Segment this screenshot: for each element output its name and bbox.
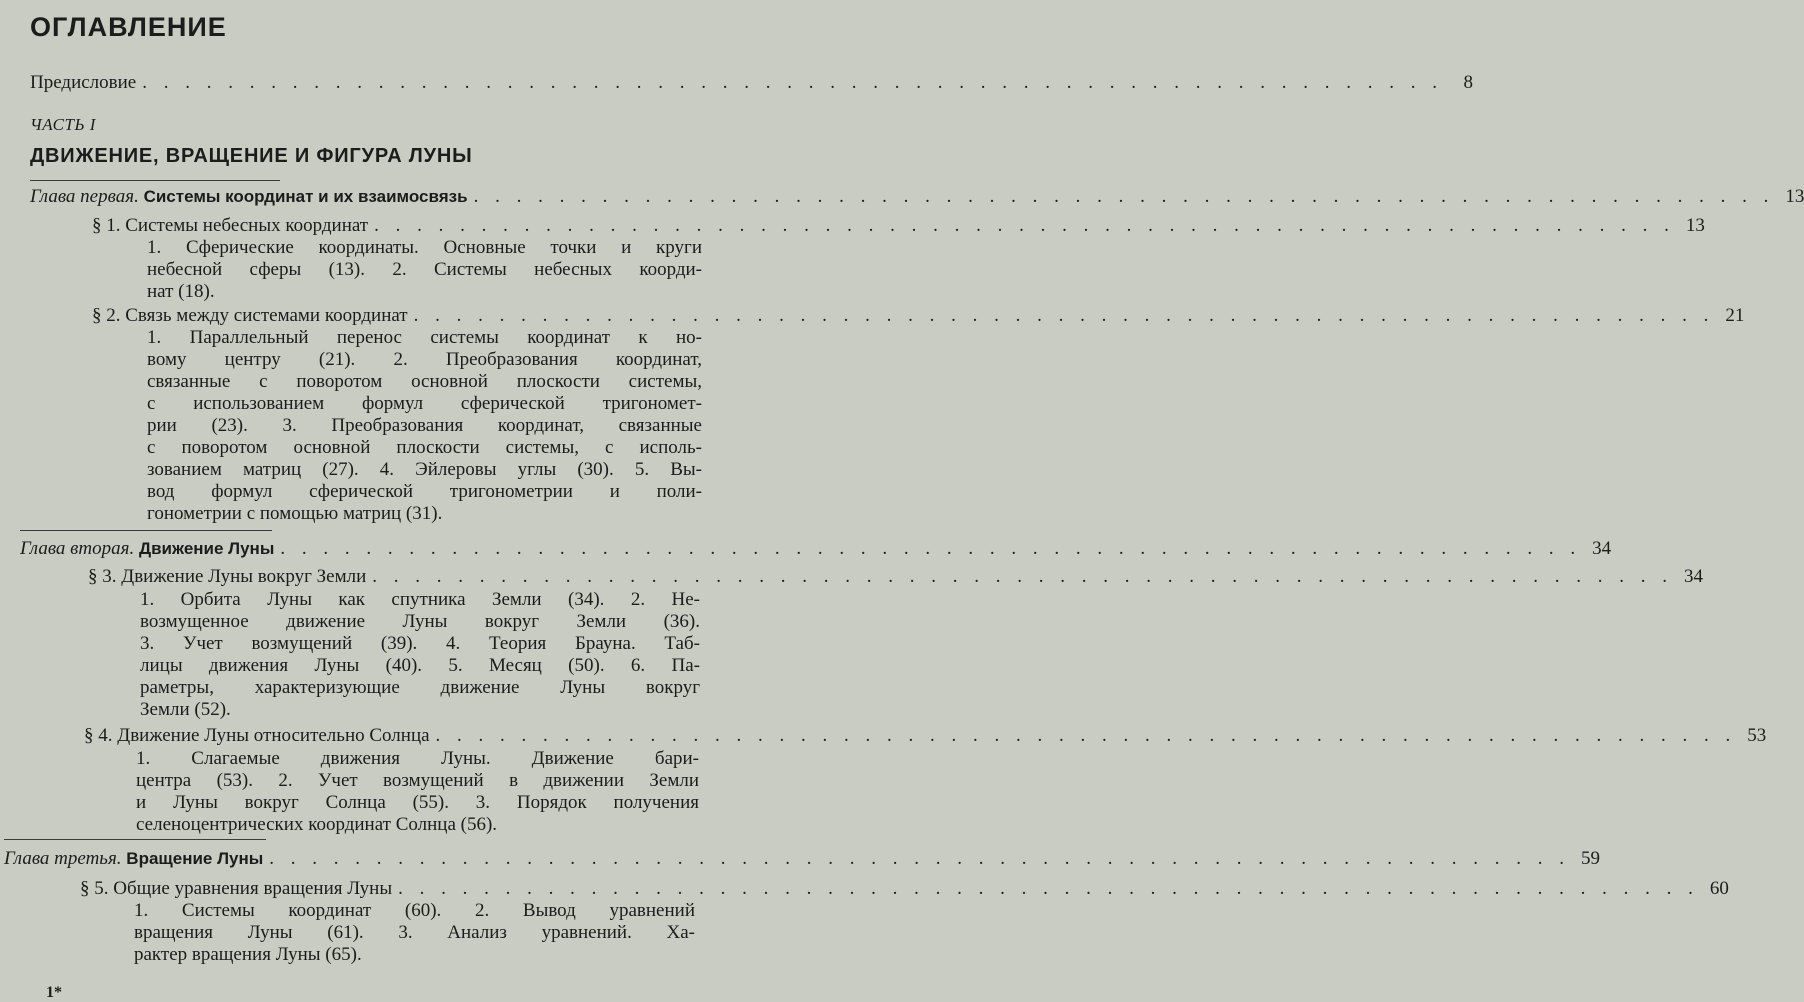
section-description: [136, 748, 699, 836]
toc-entry-preface: [30, 72, 1473, 94]
description-line: 1. Орбита Луны как спутника Земли (34). 2. Не-: [140, 589, 700, 610]
description-line: вод формул сферической тригонометрии и поли-: [147, 481, 702, 502]
page-number: 8: [1463, 72, 1473, 93]
section-description: [147, 327, 702, 525]
description-line: рии (23). 3. Преобразования координат, связанные: [147, 415, 702, 436]
section-title: Общие уравнения вращения Луны: [113, 878, 393, 899]
signature-mark: 1*: [46, 984, 62, 1001]
dot-leader: . . . . . . . . . . . . . . . . . . . . . . . . . . . . . . . . . . . . . . . . . . . . . . . . . . . . . . . . . . . . .: [372, 566, 1674, 587]
description-line: раметры, характеризующие движение Луны вокруг: [140, 677, 700, 698]
dot-leader: . . . . . . . . . . . . . . . . . . . . . . . . . . . . . . . . . . . . . . . . . . . . . . . . . . . . . . . . . . . . .: [374, 215, 1675, 236]
part-label: ЧАСТЬ I: [30, 115, 96, 134]
chapter-rule: [20, 530, 272, 531]
description-line: зованием матриц (27). 4. Эйлеровы углы (30). 5. Вы-: [147, 459, 702, 480]
page-number: 53: [1747, 725, 1767, 746]
description-line: небесной сферы (13). 2. Системы небесных коорди-: [147, 259, 702, 280]
description-line: 1. Слагаемые движения Луны. Движение бари-: [136, 748, 699, 769]
dot-leader: . . . . . . . . . . . . . . . . . . . . . . . . . . . . . . . . . . . . . . . . . . . . . . . . . . . . . . . . . . . . .: [413, 305, 1715, 326]
section-description: [140, 589, 700, 721]
section-entry-5: [80, 878, 1729, 900]
page-number: 59: [1581, 848, 1601, 869]
section-number: § 4.: [84, 725, 113, 746]
page-number: 60: [1709, 878, 1729, 899]
chapter-entry-2: [20, 538, 1612, 560]
section-entry-3: [88, 566, 1704, 588]
chapter-rule: [30, 180, 280, 181]
description-line: селеноцентрических координат Солнца (56).: [136, 814, 498, 835]
description-line: и Луны вокруг Солнца (55). 3. Порядок получения: [136, 792, 699, 813]
description-line: 1. Параллельный перенос системы координат к но-: [147, 327, 702, 348]
section-title: Связь между системами координат: [125, 305, 408, 326]
section-entry-4: [84, 725, 1767, 747]
chapter-entry-3: [4, 848, 1601, 870]
page-number: 13: [1685, 215, 1705, 236]
section-title: Движение Луны вокруг Земли: [121, 566, 367, 587]
chapter-label: Глава вторая.: [20, 538, 135, 559]
description-line: вращения Луны (61). 3. Анализ уравнений. Ха-: [134, 922, 695, 943]
chapter-title: Движение Луны: [138, 539, 275, 558]
part-title: ДВИЖЕНИЕ, ВРАЩЕНИЕ И ФИГУРА ЛУНЫ: [30, 145, 473, 167]
section-number: § 5.: [80, 878, 109, 899]
page-number: 21: [1725, 305, 1745, 326]
description-line: нат (18).: [147, 281, 215, 302]
dot-leader: . . . . . . . . . . . . . . . . . . . . . . . . . . . . . . . . . . . . . . . . . . . . . . . . . . . . . . . . . . . . .: [142, 72, 1443, 93]
chapter-label: Глава третья.: [4, 848, 122, 869]
page-title: ОГЛАВЛЕНИЕ: [30, 12, 227, 42]
description-line: Земли (52).: [140, 699, 231, 720]
chapter-title: Системы координат и их взаимосвязь: [143, 187, 468, 206]
section-description: [134, 900, 695, 966]
description-line: 3. Учет возмущений (39). 4. Теория Брауна. Таб-: [140, 633, 700, 654]
dot-leader: . . . . . . . . . . . . . . . . . . . . . . . . . . . . . . . . . . . . . . . . . . . . . . . . . . . . . . . . . . . . .: [269, 848, 1571, 869]
description-line: связанные с поворотом основной плоскости системы,: [147, 371, 702, 392]
description-line: 1. Системы координат (60). 2. Вывод уравнений: [134, 900, 695, 921]
description-line: лицы движения Луны (40). 5. Месяц (50). 6. Па-: [140, 655, 700, 676]
description-line: вому центру (21). 2. Преобразования координат,: [147, 349, 702, 370]
section-description: [147, 237, 702, 303]
page-number: 34: [1592, 538, 1612, 559]
dot-leader: . . . . . . . . . . . . . . . . . . . . . . . . . . . . . . . . . . . . . . . . . . . . . . . . . . . . . . . . . . . . .: [435, 725, 1737, 746]
toc-entry-title: Предисловие: [30, 72, 137, 93]
section-title: Движение Луны относительно Солнца: [117, 725, 430, 746]
page-number: 13: [1785, 186, 1804, 207]
description-line: рактер вращения Луны (65).: [134, 944, 362, 965]
description-line: возмущенное движение Луны вокруг Земли (36).: [140, 611, 700, 632]
section-title: Системы небесных координат: [125, 215, 369, 236]
section-number: § 1.: [92, 215, 121, 236]
dot-leader: . . . . . . . . . . . . . . . . . . . . . . . . . . . . . . . . . . . . . . . . . . . . . . . . . . . . . . . . . . . . .: [280, 538, 1582, 559]
chapter-title: Вращение Луны: [126, 849, 264, 868]
description-line: центра (53). 2. Учет возмущений в движении Земли: [136, 770, 699, 791]
chapter-rule: [4, 839, 266, 840]
dot-leader: . . . . . . . . . . . . . . . . . . . . . . . . . . . . . . . . . . . . . . . . . . . . . . . . . . . . . . . . . . . . .: [473, 186, 1775, 207]
description-line: с использованием формул сферической тригономет-: [147, 393, 702, 414]
description-line: 1. Сферические координаты. Основные точки и круги: [147, 237, 702, 258]
section-entry-2: [92, 305, 1745, 327]
dot-leader: . . . . . . . . . . . . . . . . . . . . . . . . . . . . . . . . . . . . . . . . . . . . . . . . . . . . . . . . . . . . .: [398, 878, 1699, 899]
section-number: § 3.: [88, 566, 117, 587]
section-entry-1: [92, 215, 1705, 237]
section-number: § 2.: [92, 305, 121, 326]
page-number: 34: [1684, 566, 1704, 587]
chapter-label: Глава первая.: [30, 186, 139, 207]
chapter-entry-1: [30, 186, 1804, 208]
description-line: гонометрии с помощью матриц (31).: [147, 503, 443, 524]
description-line: с поворотом основной плоскости системы, с исполь-: [147, 437, 702, 458]
